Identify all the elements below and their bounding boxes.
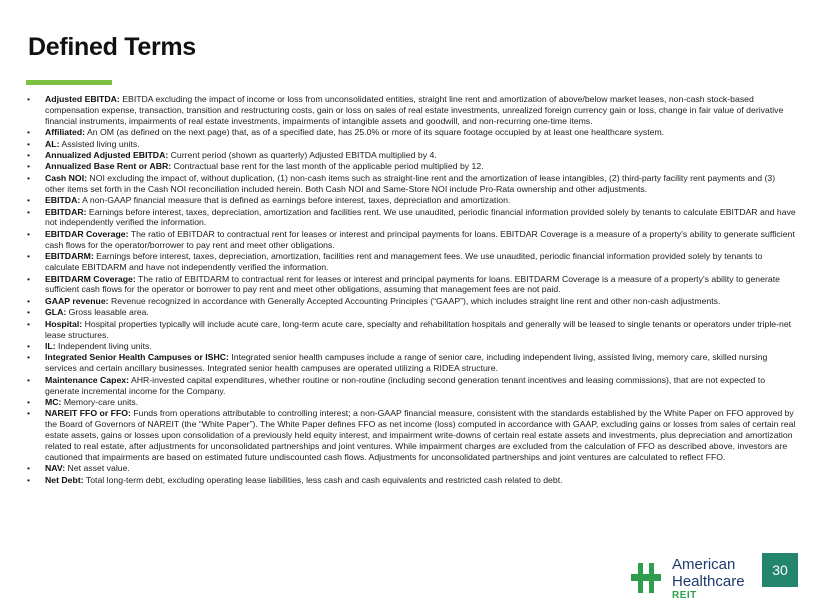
term-name: NAREIT FFO or FFO: — [45, 408, 131, 419]
term-item — [27, 94, 797, 127]
bullet-icon: • — [27, 295, 31, 306]
term-item — [27, 251, 797, 273]
page-number-badge: 30 — [762, 553, 798, 587]
term-definition: A non-GAAP financial measure that is defined as earnings before interest, taxes, depreciation and amortization. — [80, 195, 511, 206]
term-name: EBITDARM Coverage: — [45, 273, 136, 284]
term-definition: The ratio of EBITDARM to contractual rent for leases or interest and principal payments for loans. EBITDARM Coverage is a measure of a property's ability to generate sufficient cash flows for the operator or borrower to pay rent and meet other obligations, assuming that management fees are not paid. — [45, 273, 780, 295]
bullet-icon: • — [27, 251, 31, 262]
term-definition: EBITDA excluding the impact of income or loss from unconsolidated entities, straight line rent and amortization of above/below market leases, non-cash stock-based compensation expense, transaction, transition and restructuring costs, gain or loss on sales of real estate investments, unrealized foreign currency gain or loss, change in fair value of derivative financial instruments, impairments of real estate investments, impairments of intangible assets and goodwill, and non-recurring one-time items. — [45, 94, 784, 126]
term-item — [27, 207, 797, 229]
term-name: EBITDA: — [45, 195, 81, 206]
term-name: EBITDAR: — [45, 206, 87, 217]
term-name: Annualized Adjusted EBITDA: — [45, 150, 169, 161]
term-name: GLA: — [45, 307, 67, 318]
bullet-icon: • — [27, 94, 31, 104]
term-name: AL: — [45, 138, 60, 149]
term-name: Cash NOI: — [45, 172, 87, 183]
term-name: Net Debt: — [45, 474, 84, 485]
term-definition: Hospital properties typically will include acute care, long-term acute care, specialty and rehabilitation hospitals and generally will be leased to single tenants or operators under triple-net lease structures. — [45, 318, 792, 340]
bullet-icon: • — [27, 408, 31, 419]
logo-line-2: Healthcare — [672, 573, 745, 590]
term-name: EBITDAR Coverage: — [45, 228, 129, 239]
term-item — [27, 475, 797, 486]
term-definition: Total long-term debt, excluding operating lease liabilities, less cash and cash equivalents and restricted cash related to debt. — [83, 474, 563, 485]
term-item — [27, 161, 797, 172]
bullet-icon: • — [27, 150, 31, 161]
term-item — [27, 408, 797, 463]
term-name: Annualized Base Rent or ABR: — [45, 161, 172, 172]
term-item — [27, 375, 797, 397]
term-definition: Integrated senior health campuses include a range of senior care, including independent living, assisted living, memory care, skilled nursing services and certain ancillary businesses. Integrated senior health campuses are operated utilizing a RIDEA structure. — [45, 352, 768, 374]
term-definition: Funds from operations attributable to controlling interest; a non-GAAP financial measure, consistent with the standards established by the White Paper on FFO approved by the Board of Governors of NAREIT (the “White Paper”). The White Paper defines FFO as net income (loss) computed in accordance with GAAP, excluding gains or losses from sales of certain real estate assets, gains or losses upon consolidation of a previously held equity interest, and impairment write-downs of certain real estate assets and investments, plus depreciation and amortization related to real estate, after adjustments for unconsolidated partnerships and joint ventures. While impairment charges are excluded from the calculation of FFO as described above, investors are cautioned that impairments are based on estimated future undiscounted cash flows. Adjustments for unconsolidated partnerships and joint ventures are calculated to reflect FFO. — [45, 408, 796, 462]
title-underline — [26, 80, 112, 85]
cross-logo-icon — [628, 560, 664, 596]
bullet-icon: • — [27, 463, 31, 474]
bullet-icon: • — [27, 352, 31, 363]
term-item — [27, 463, 797, 474]
term-name: Hospital: — [45, 318, 83, 329]
bullet-icon: • — [27, 307, 31, 318]
term-definition: Memory-care units. — [61, 396, 139, 407]
term-definition: Independent living units. — [55, 340, 152, 351]
term-item — [27, 397, 797, 408]
term-definition: Earnings before interest, taxes, depreciation, amortization and facilities rent. We use unaudited, periodic financial information provided solely by tenants to calculate EBITDAR and have not independently verified the information. — [45, 206, 796, 228]
term-item — [27, 274, 797, 296]
term-item — [27, 229, 797, 251]
term-name: EBITDARM: — [45, 251, 94, 262]
bullet-icon: • — [27, 172, 31, 183]
defined-terms-list — [27, 94, 797, 486]
term-item — [27, 195, 797, 206]
term-definition: An OM (as defined on the next page) that, as of a specified date, has 25.0% or more of its square footage occupied by at least one healthcare system. — [85, 127, 665, 138]
bullet-icon: • — [27, 318, 31, 329]
term-definition: Assisted living units. — [59, 138, 140, 149]
term-item — [27, 150, 797, 161]
logo-line-1: American — [672, 556, 736, 573]
term-name: Affiliated: — [45, 127, 86, 138]
term-item — [27, 319, 797, 341]
term-definition: Contractual base rent for the last month of the applicable period multiplied by 12. — [171, 161, 484, 172]
bullet-icon: • — [27, 228, 31, 239]
term-name: IL: — [45, 340, 56, 351]
term-definition: NOI excluding the impact of, without duplication, (1) non-cash items such as straight-line rent and the amortization of lease intangibles, (2) third-party facility rent payments and (3) other items set forth in the Cash NOI reconciliation included herein. Both Cash NOI and Same-Store NOI include Pro-Rata ownership and other adjustments. — [45, 172, 776, 194]
term-item — [27, 352, 797, 374]
bullet-icon: • — [27, 127, 31, 138]
term-item — [27, 307, 797, 318]
term-name: Adjusted EBITDA: — [45, 94, 120, 104]
bullet-icon: • — [27, 340, 31, 351]
term-definition: Current period (shown as quarterly) Adjusted EBITDA multiplied by 4. — [168, 150, 437, 161]
page-title: Defined Terms — [28, 33, 196, 61]
logo-wordmark — [672, 556, 745, 601]
term-item — [27, 139, 797, 150]
term-item — [27, 127, 797, 138]
term-item — [27, 173, 797, 195]
term-definition: Revenue recognized in accordance with Generally Accepted Accounting Principles (“GAAP”), which includes straight line rent and other non-cash adjustments. — [108, 295, 721, 306]
company-logo — [628, 556, 760, 600]
term-definition: Gross leasable area. — [66, 307, 149, 318]
term-name: NAV: — [45, 463, 66, 474]
term-name: MC: — [45, 396, 62, 407]
bullet-icon: • — [27, 396, 31, 407]
bullet-icon: • — [27, 138, 31, 149]
bullet-icon: • — [27, 374, 31, 385]
bullet-icon: • — [27, 206, 31, 217]
bullet-icon: • — [27, 195, 31, 206]
term-name: GAAP revenue: — [45, 295, 109, 306]
term-definition: AHR-invested capital expenditures, whether routine or non-routine (including second generation tenant incentives and leasing commissions), that are not expected to generate incremental income for the Company. — [45, 374, 766, 396]
term-name: Maintenance Capex: — [45, 374, 130, 385]
term-name: Integrated Senior Health Campuses or ISHC: — [45, 352, 229, 363]
logo-line-3: REIT — [672, 590, 697, 601]
term-definition: Net asset value. — [65, 463, 130, 474]
term-item — [27, 341, 797, 352]
term-item — [27, 296, 797, 307]
term-definition: The ratio of EBITDAR to contractual rent for leases or interest and principal payments for loans. EBITDAR Coverage is a measure of a property's ability to generate sufficient cash flows for the operator/borrower to pay rent and meet other obligations. — [45, 228, 795, 250]
bullet-icon: • — [27, 273, 31, 284]
bullet-icon: • — [27, 161, 31, 172]
term-definition: Earnings before interest, taxes, depreciation, amortization, facilities rent and management fees. We use unaudited, periodic financial information provided solely by tenants to calculate EBITDARM and have not independently verified the information. — [45, 251, 763, 273]
bullet-icon: • — [27, 474, 31, 485]
